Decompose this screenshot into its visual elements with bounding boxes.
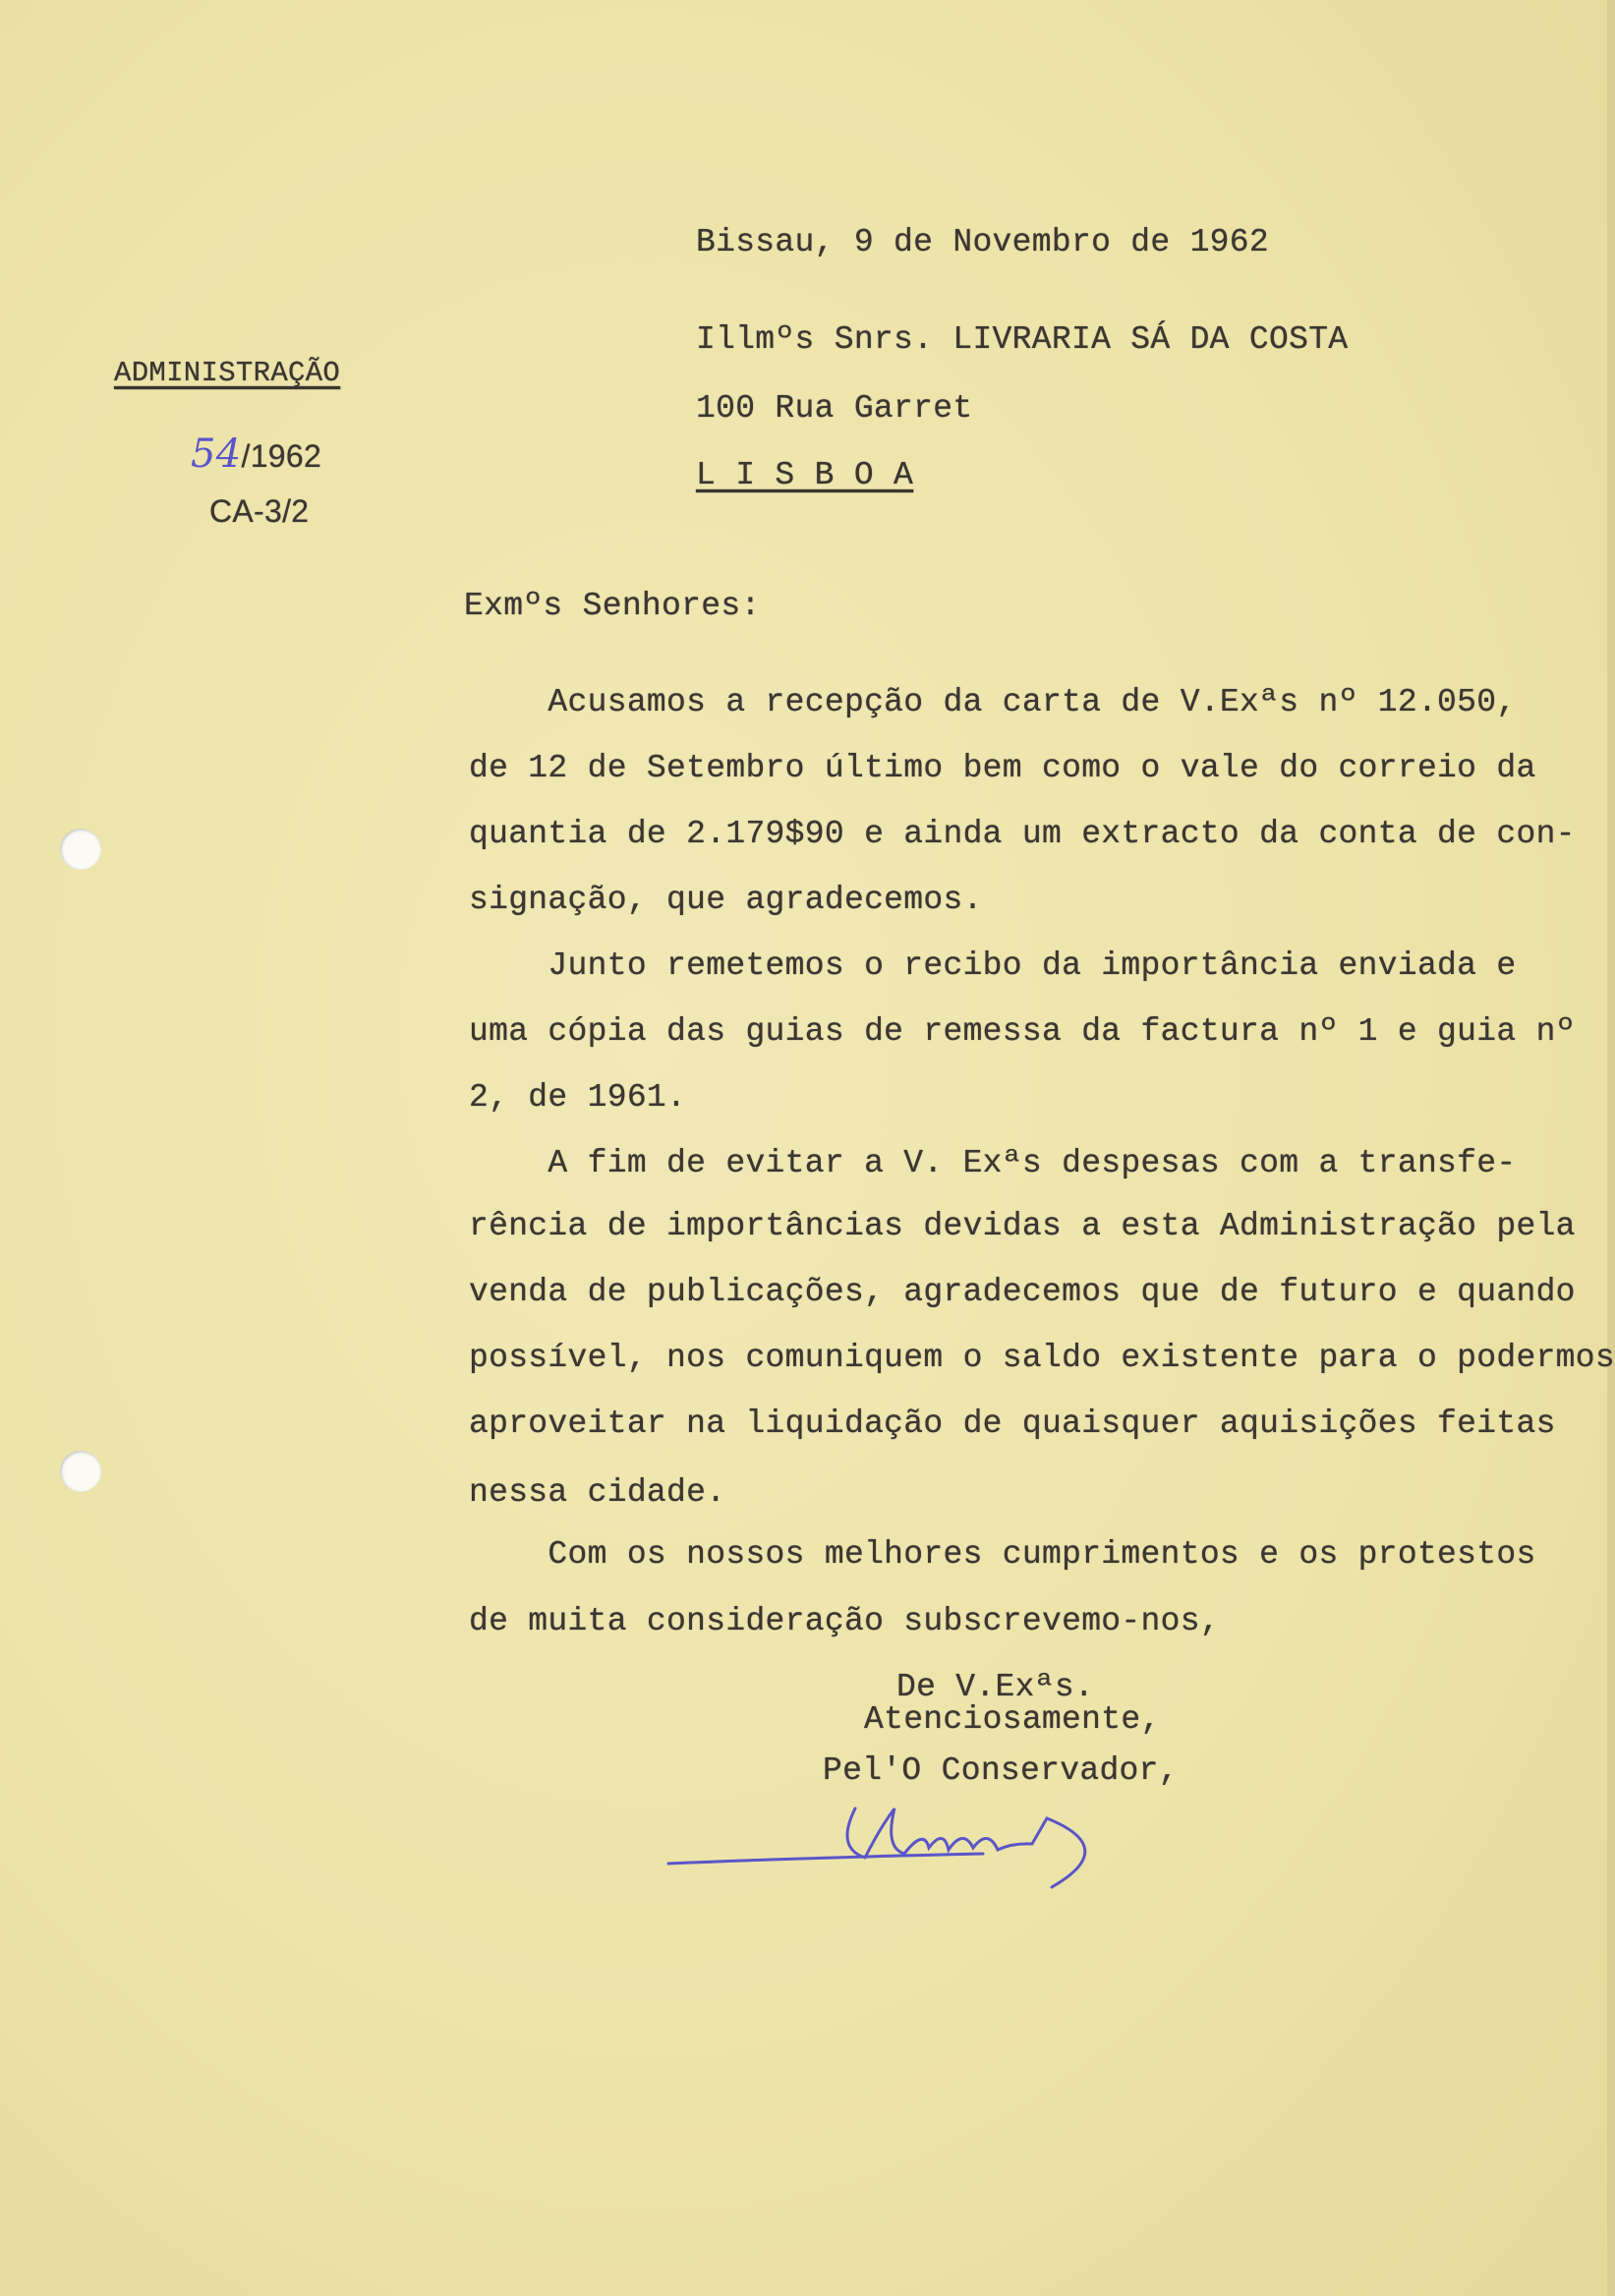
body-line: nessa cidade. — [469, 1474, 726, 1511]
date-line: Bissau, 9 de Novembro de 1962 — [696, 224, 1269, 260]
body-line: A fim de evitar a V. Exªs despesas com a transfe- — [469, 1145, 1517, 1181]
body-line: de muita consideração subscrevemo-nos, — [469, 1603, 1220, 1639]
recipient-city: L I S B O A — [696, 457, 914, 493]
body-line: rência de importâncias devidas a esta Administração pela — [469, 1208, 1576, 1244]
body-line: Junto remetemos o recibo da importância enviada e — [469, 947, 1517, 984]
signature — [659, 1789, 1189, 1897]
recipient-line: Illmºs Snrs. LIVRARIA SÁ DA COSTA — [696, 321, 1349, 358]
body-line: possível, nos comuniquem o saldo existente para o podermos — [469, 1340, 1615, 1376]
closing-line: Pel'O Conservador, — [823, 1752, 1179, 1789]
body-line: Acusamos a recepção da carta de V.Exªs nº 12.050, — [469, 684, 1517, 720]
body-line: uma cópia das guias de remessa da factura nº 1 e guia nº — [469, 1013, 1576, 1050]
punch-hole — [60, 1451, 101, 1492]
body-line: 2, de 1961. — [469, 1079, 687, 1116]
recipient-line: 100 Rua Garret — [696, 390, 973, 427]
body-line: aproveitar na liquidação de quaisquer aquisições feitas — [469, 1406, 1556, 1442]
punch-hole — [60, 829, 101, 870]
handwritten-number: 54 — [191, 431, 242, 477]
closing-line: Atenciosamente, — [864, 1701, 1161, 1738]
body-line: venda de publicações, agradecemos que de futuro e quando — [469, 1274, 1576, 1310]
salutation: Exmºs Senhores: — [464, 588, 761, 624]
reference-number: 54/1962 — [191, 431, 322, 477]
body-line: de 12 de Setembro último bem como o vale do correio da — [469, 750, 1536, 786]
department-heading: ADMINISTRAÇÃO — [114, 357, 341, 389]
paper-edge — [1607, 0, 1615, 2296]
body-line: Com os nossos melhores cumprimentos e os protestos — [469, 1536, 1536, 1573]
body-line: quantia de 2.179$90 e ainda um extracto da conta de con- — [469, 816, 1576, 852]
body-line: signação, que agradecemos. — [469, 882, 983, 918]
closing-line: De V.Exªs. — [896, 1669, 1095, 1705]
reference-code: CA-3/2 — [209, 493, 310, 529]
